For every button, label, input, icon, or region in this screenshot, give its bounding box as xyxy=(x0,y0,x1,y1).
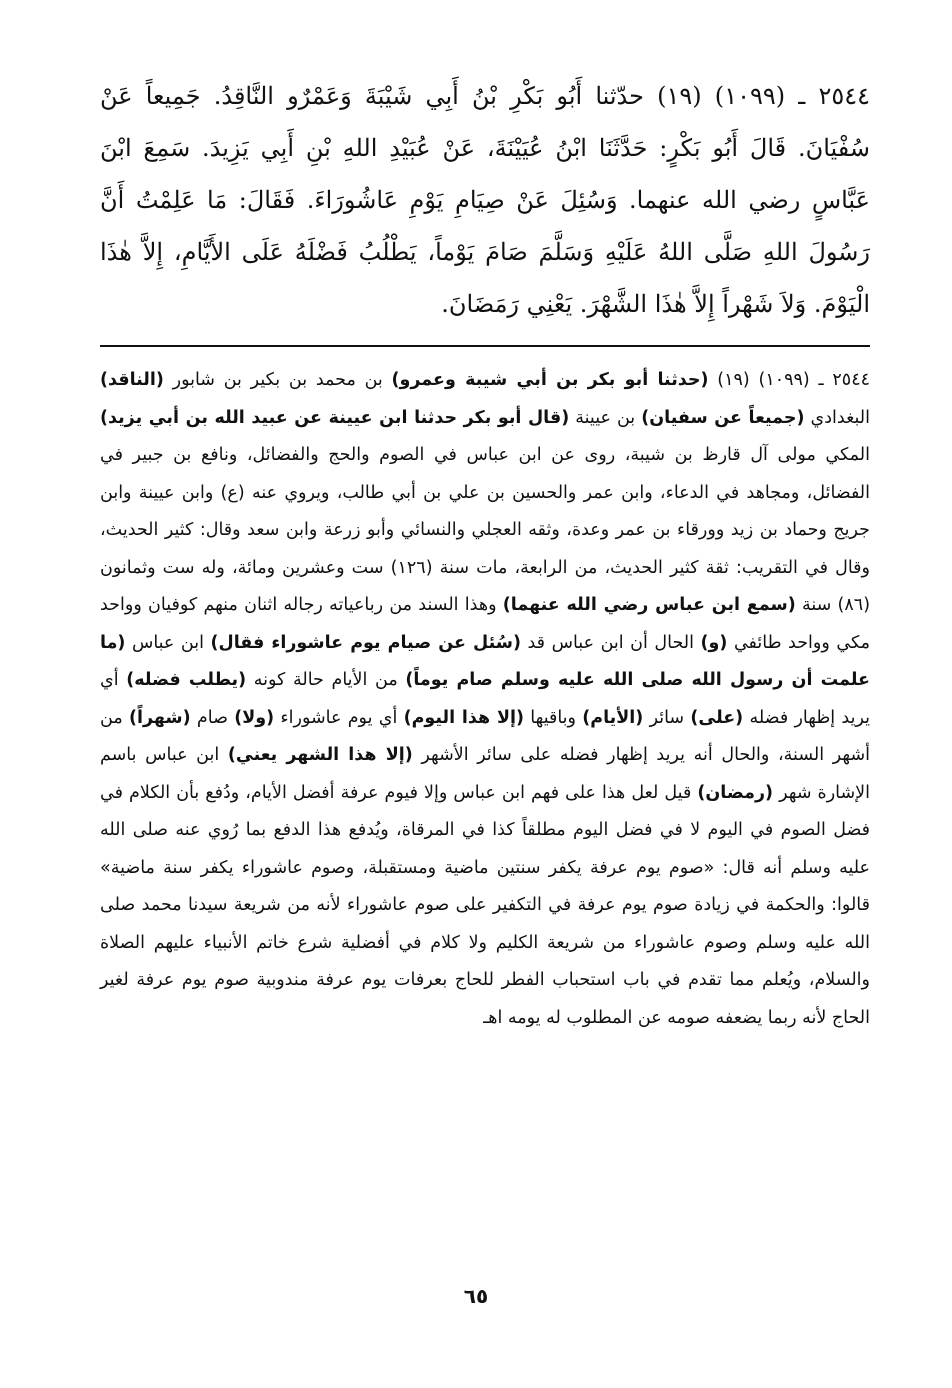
commentary-bold-segment: (رمضان) xyxy=(697,782,774,803)
commentary-segment: قيل لعل هذا على فهم ابن عباس وإلا فيوم عرفة أفضل الأيام، ودُفع بأن الكلام في فضل الصوم في اليوم لا في فضل اليوم مطلقاً كذا في المرقاة، ويُدفع هذا الدفع بما رُوي عنه صلى الله عليه وسلم أنه قال: «صوم يوم عرفة يكفر سنتين ماضية ومستقبلة، وصوم عاشوراء يكفر سنة ماضية» قالوا: والحكمة في زيادة صوم يوم عرفة في التكفير على صوم عاشوراء لأنه من شريعة سيدنا محمد صلى الله عليه وسلم وصوم عاشوراء من شريعة الكليم ولا كلام في أفضلية شرع خاتم الأنبياء عليهم الصلاة والسلام، ويُعلم مما تقدم في باب استحباب الفطر للحاج بعرفات يوم عرفة مندوبية صوم يوم عرفة لغير الحاج لأنه ربما يضعفه صومه عن المطلوب له يومه اهـ xyxy=(100,782,870,1028)
commentary-segment: الحال أن ابن عباس قد xyxy=(520,632,701,653)
commentary-text xyxy=(100,362,870,1037)
commentary-bold-segment: (و) xyxy=(700,632,728,653)
commentary-bold-segment: (إلا هذا اليوم) xyxy=(403,707,525,728)
commentary-segment: وهذا السند من رباعياته رجاله اثنان منهم كوفيان وواحد مكي وواحد طائفي xyxy=(100,595,870,653)
commentary-bold-segment: (ولا) xyxy=(234,707,275,728)
commentary-bold-segment: (ما علمت أن رسول الله صلى الله عليه وسلم صام يوماً) xyxy=(100,632,870,690)
page-number: ٦٥ xyxy=(463,1284,489,1308)
commentary-bold-segment: (الأيام) xyxy=(582,707,644,728)
commentary-bold-segment: (قال أبو بكر حدثنا ابن عيينة عن عبيد الله بن أبي يزيد) xyxy=(100,407,570,428)
commentary-bold-segment: (يطلب فضله) xyxy=(126,670,247,690)
commentary-bold-segment: (سُئل عن صيام يوم عاشوراء فقال) xyxy=(210,632,521,653)
commentary-segment: بن محمد بن بكير بن شابور xyxy=(163,370,392,390)
commentary-bold-segment: (جميعاً عن سفيان) xyxy=(641,407,805,428)
commentary-block xyxy=(100,362,870,1037)
commentary-bold-segment: (حدثنا أبو بكر بن أبي شيبة وعمرو) xyxy=(391,370,709,390)
commentary-bold-segment: (إلا هذا الشهر يعني) xyxy=(227,745,413,765)
commentary-segment: أي يوم عاشوراء xyxy=(274,707,404,728)
commentary-bold-segment: (الناقد) xyxy=(100,370,164,390)
commentary-segment: المكي مولى آل قارظ بن شيبة، روى عن ابن عباس في الصوم والحج والفضائل، ونافع بن جبير في الفضائل، ومجاهد في الدعاء، وابن عمر والحسين بن علي بن أبي طالب، ويروي عنه (ع) وابن عيينة وابن جريج وحماد بن زيد وورقاء بن عمر وعدة، وثقه العجلي والنسائي وأبو زرعة وابن سعد وقال: كثير الحديث، وقال في التقريب: ثقة كثير الحديث، من الرابعة، مات سنة (١٢٦) ست وعشرين ومائة، وله ست وثمانون (٨٦) سنة xyxy=(100,445,871,615)
commentary-segment: سائر xyxy=(643,707,691,728)
commentary-segment: من أشهر السنة، والحال أنه يريد إظهار فضله على سائر الأشهر xyxy=(100,707,870,765)
page-content xyxy=(100,70,870,330)
commentary-segment: بن عيينة xyxy=(569,407,642,428)
commentary-segment: ابن عباس xyxy=(125,632,211,653)
hadith-text: ٢٥٤٤ ـ (١٠٩٩) (١٩) حدّثنا أَبُو بَكْرِ بْنُ أَبِي شَيْبَةَ وَعَمْرٌو النَّاقِدُ. جَمِيعاً عَنْ سُفْيَانَ. قَالَ أَبُو بَكْرٍ: حَدَّثَنَا ابْنُ عُيَيْنَةَ، عَنْ عُبَيْدِ اللهِ بْنِ أَبِي يَزِيدَ. سَمِعَ ابْنَ عَبَّاسٍ رضي الله عنهما. وَسُئِلَ عَنْ صِيَامِ يَوْمِ عَاشُورَاءَ. فَقَالَ: مَا عَلِمْتُ أَنَّ رَسُولَ اللهِ صَلَّى اللهُ عَلَيْهِ وَسَلَّمَ صَامَ يَوْماً، يَطْلُبُ فَضْلَهُ عَلَى الأَيَّامِ، إِلاَّ هٰذَا الْيَوْمَ. وَلاَ شَهْراً إِلاَّ هٰذَا الشَّهْرَ. يَعْنِي رَمَضَانَ. xyxy=(100,82,871,318)
commentary-bold-segment: (سمع ابن عباس رضي الله عنهما) xyxy=(502,595,796,615)
commentary-bold-segment: (على) xyxy=(690,707,744,728)
commentary-bold-segment: (شهراً) xyxy=(128,707,191,728)
commentary-segment: أي يريد إظهار فضله xyxy=(100,670,870,728)
commentary-segment: البغدادي xyxy=(804,407,871,428)
hadith-text-block xyxy=(100,70,870,330)
commentary-segment: ٢٥٤٤ ـ (١٠٩٩) (١٩) xyxy=(708,370,871,390)
commentary-segment: وباقيها xyxy=(524,707,583,728)
commentary-segment: ابن عباس باسم الإشارة شهر xyxy=(100,745,870,803)
commentary-segment: من الأيام حالة كونه xyxy=(246,670,406,690)
commentary-segment: صام xyxy=(190,707,235,728)
footnote-divider xyxy=(100,345,870,347)
